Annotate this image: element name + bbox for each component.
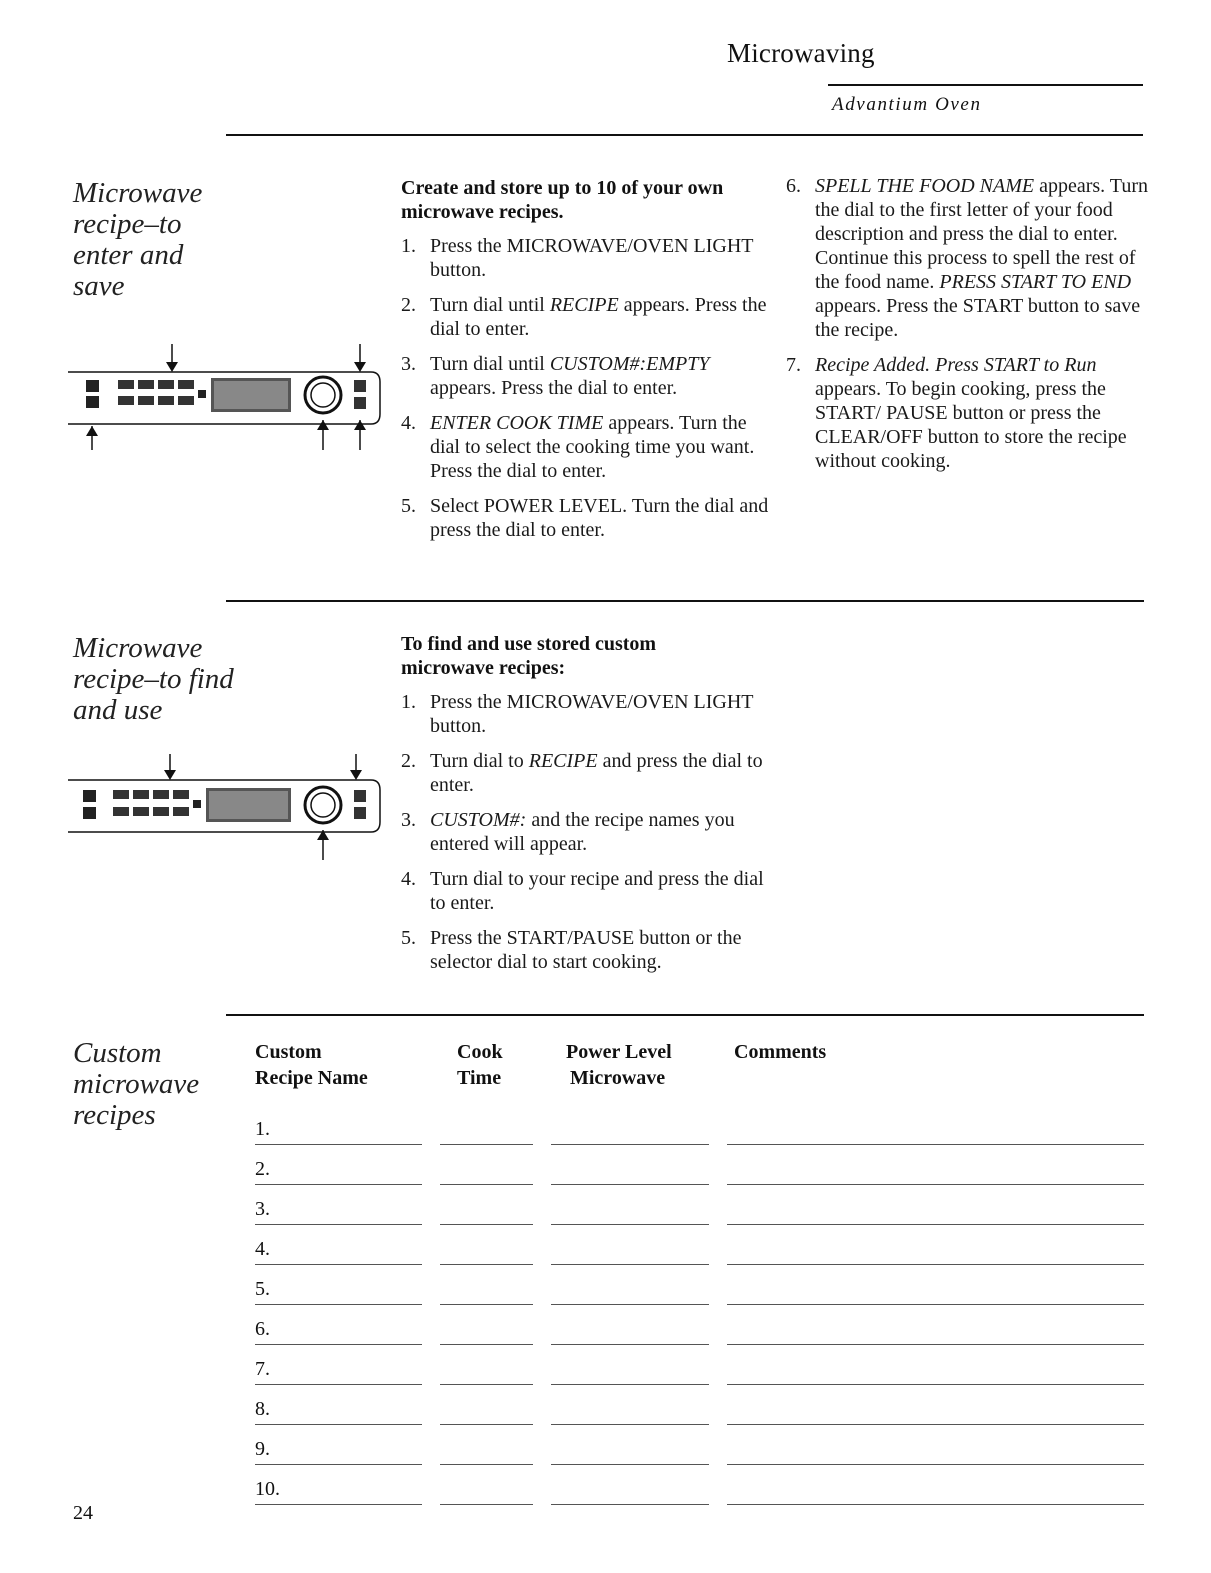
display-message-text: RECIPE (528, 750, 598, 772)
step-number: 4. (401, 868, 416, 890)
step-text: Select POWER LEVEL. Turn the dial and press the dial to enter. (430, 495, 769, 541)
power-level-blank (551, 1424, 709, 1425)
step-text: Press the START/PAUSE button or the selector dial to start cooking. (430, 927, 742, 973)
recipe-row-number: 9. (255, 1438, 270, 1460)
page-header-title: Microwaving (727, 38, 875, 68)
section2-side-title: Microwave recipe–to find and use (73, 632, 234, 726)
step-number: 7. (786, 354, 801, 376)
step-text: Turn dial until (430, 294, 550, 316)
step-text: appears. Press the dial to enter. (430, 294, 767, 340)
recipe-name-blank (255, 1424, 422, 1425)
column-header-comments: Comments (734, 1041, 827, 1063)
step-text: appears. To begin cooking, press the START/ PAUSE button or press the CLEAR/OFF button to store the recipe without cooking. (815, 378, 1127, 472)
recipe-name-blank (255, 1184, 422, 1185)
column-header-power-level: Power Level Microwave (566, 1041, 672, 1089)
power-level-blank (551, 1264, 709, 1265)
step-text: appears. Press the dial to enter. (430, 377, 678, 399)
recipe-name-blank (255, 1264, 422, 1265)
display-message-text: CUSTOM#: (430, 809, 527, 831)
display-message-text: RECIPE (549, 294, 619, 316)
step-number: 4. (401, 412, 416, 434)
cook-time-blank (440, 1304, 533, 1305)
power-level-blank (551, 1464, 709, 1465)
recipe-row-number: 2. (255, 1158, 270, 1180)
column-header-cook-time: Cook Time (457, 1041, 503, 1089)
column-header-recipe-name: Custom Recipe Name (255, 1041, 368, 1089)
page-header-subtitle: Advantium Oven (832, 94, 982, 115)
recipe-name-blank (255, 1144, 422, 1145)
cook-time-blank (440, 1144, 533, 1145)
step-item (401, 293, 776, 341)
step-item (401, 411, 776, 483)
step-item (401, 352, 776, 400)
step-text: Turn dial to your recipe and press the dial to enter. (430, 868, 764, 914)
recipe-name-blank (255, 1464, 422, 1465)
power-level-blank (551, 1344, 709, 1345)
cook-time-blank (440, 1464, 533, 1465)
step-item (401, 234, 776, 282)
comments-blank (727, 1384, 1144, 1385)
power-level-blank (551, 1224, 709, 1225)
recipe-name-blank (255, 1224, 422, 1225)
comments-blank (727, 1304, 1144, 1305)
display-message-text: SPELL THE FOOD NAME (815, 175, 1035, 197)
recipe-name-blank (255, 1384, 422, 1385)
cook-time-blank (440, 1224, 533, 1225)
cook-time-blank (440, 1424, 533, 1425)
section2-steps (401, 690, 771, 985)
step-number: 6. (786, 175, 801, 197)
control-panel-diagram-1 (68, 340, 386, 452)
recipe-row-number: 4. (255, 1238, 270, 1260)
section-divider-3 (226, 1014, 1144, 1016)
section2-intro: To find and use stored custom microwave recipes: (401, 633, 657, 679)
recipe-row-number: 10. (255, 1478, 280, 1500)
step-text: Press the MICROWAVE/OVEN LIGHT button. (430, 235, 754, 281)
cook-time-blank (440, 1384, 533, 1385)
cook-time-blank (440, 1184, 533, 1185)
recipe-name-blank (255, 1344, 422, 1345)
step-number: 1. (401, 235, 416, 257)
recipe-row-number: 5. (255, 1278, 270, 1300)
step-number: 5. (401, 927, 416, 949)
cook-time-blank (440, 1504, 533, 1505)
step-text: and the recipe names you entered will appear. (430, 809, 735, 855)
cook-time-blank (440, 1264, 533, 1265)
display-message-text: CUSTOM#:EMPTY (549, 353, 710, 375)
power-level-blank (551, 1304, 709, 1305)
comments-blank (727, 1424, 1144, 1425)
comments-blank (727, 1144, 1144, 1145)
section1-side-title: Microwave recipe–to enter and save (73, 177, 203, 302)
step-item (401, 494, 776, 542)
step-text: appears. Turn the dial to the first letter of your food description and press the dial to enter. Continue this process to spell the rest of the food name. (815, 175, 1148, 293)
step-item (401, 749, 771, 797)
section1-steps-continued (786, 174, 1148, 484)
step-item (401, 867, 771, 915)
section3-side-title: Custom microwave recipes (73, 1037, 200, 1131)
comments-blank (727, 1184, 1144, 1185)
step-number: 1. (401, 691, 416, 713)
cook-time-blank (440, 1344, 533, 1345)
section1-intro: Create and store up to 10 of your own microwave recipes. (401, 177, 724, 223)
section1-steps (401, 234, 776, 553)
comments-blank (727, 1224, 1144, 1225)
step-number: 3. (401, 353, 416, 375)
recipe-row-number: 8. (255, 1398, 270, 1420)
step-number: 2. (401, 294, 416, 316)
step-text: Press the MICROWAVE/OVEN LIGHT button. (430, 691, 754, 737)
comments-blank (727, 1264, 1144, 1265)
power-level-blank (551, 1384, 709, 1385)
comments-blank (727, 1344, 1144, 1345)
step-item (786, 174, 1148, 342)
step-item (401, 808, 771, 856)
recipe-row-number: 6. (255, 1318, 270, 1340)
step-text: and press the dial to enter. (430, 750, 763, 796)
power-level-blank (551, 1504, 709, 1505)
step-text: Turn dial until (430, 353, 550, 375)
header-rule (828, 84, 1143, 86)
recipe-row-number: 7. (255, 1358, 270, 1380)
step-text: appears. Press the START button to save the recipe. (815, 295, 1141, 341)
comments-blank (727, 1504, 1144, 1505)
power-level-blank (551, 1184, 709, 1185)
section-divider-top (226, 134, 1143, 136)
step-number: 3. (401, 809, 416, 831)
recipe-row-number: 3. (255, 1198, 270, 1220)
recipe-name-blank (255, 1304, 422, 1305)
power-level-blank (551, 1144, 709, 1145)
section-divider-2 (226, 600, 1144, 602)
display-message-text: ENTER COOK TIME (430, 412, 604, 434)
step-text: appears. Turn the dial to select the cooking time you want. Press the dial to enter. (430, 412, 755, 482)
step-number: 5. (401, 495, 416, 517)
step-item (786, 353, 1148, 473)
recipe-row-number: 1. (255, 1118, 270, 1140)
recipe-name-blank (255, 1504, 422, 1505)
step-text: Turn dial to (430, 750, 529, 772)
step-item (401, 690, 771, 738)
display-message-text: Recipe Added. Press START to Run (815, 354, 1097, 376)
page-number: 24 (73, 1502, 93, 1524)
display-message-text: PRESS START TO END (939, 271, 1132, 293)
comments-blank (727, 1464, 1144, 1465)
step-number: 2. (401, 750, 416, 772)
step-item (401, 926, 771, 974)
control-panel-diagram-2 (68, 752, 386, 864)
